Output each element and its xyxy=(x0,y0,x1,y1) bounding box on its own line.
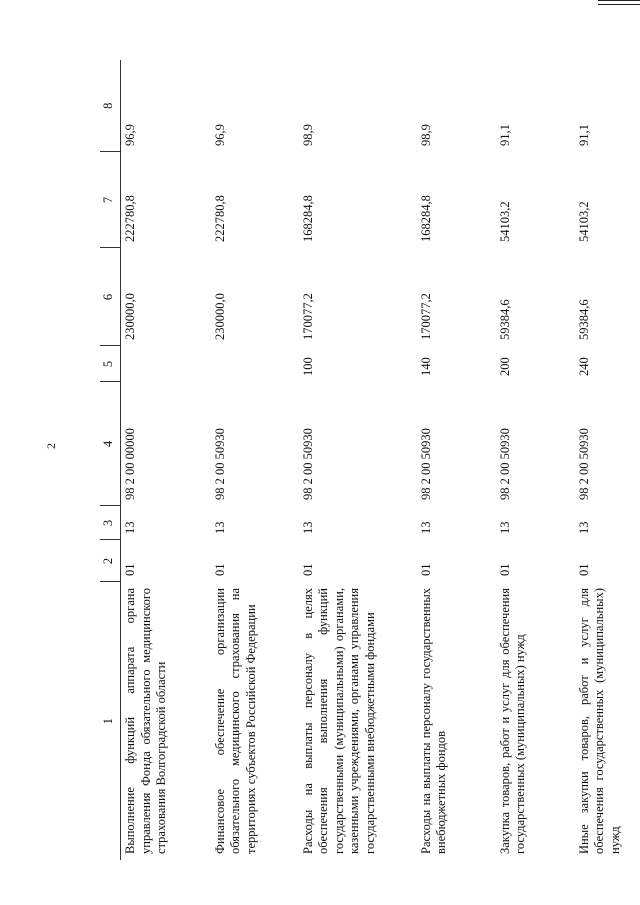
row-percent: 98,9 xyxy=(418,124,433,146)
table-row xyxy=(211,60,299,860)
row-executed: 222780,8 xyxy=(212,195,227,242)
budget-table xyxy=(100,60,640,860)
row-executed: 54103,2 xyxy=(497,201,512,242)
table-header-row xyxy=(100,60,121,860)
row-executed: 54103,2 xyxy=(576,201,591,242)
row-description: Финансовое обеспечение организации обязательного медицинского страхования на территориях субъектов Российской Федерации xyxy=(212,588,258,854)
row-section: 01 xyxy=(212,563,227,576)
row-target-code: 98 2 00 50930 xyxy=(576,428,591,500)
row-executed: 168284,8 xyxy=(418,195,433,242)
row-subsection: 13 xyxy=(497,521,512,534)
row-section: 01 xyxy=(123,563,137,576)
row-section: 01 xyxy=(497,563,512,576)
col-header-8: 8 xyxy=(100,60,121,152)
table-row xyxy=(496,60,575,860)
row-target-code: 98 2 00 50930 xyxy=(212,428,227,500)
col-header-1: 1 xyxy=(100,582,121,860)
row-description: Расходы на выплаты персоналу в целях обеспечения выполнения функций государственными (муниципальными) органами, казенными учреждениями, органами управления государственными внебюджетными фондами xyxy=(300,588,377,854)
row-planned: 59384,6 xyxy=(576,299,591,340)
row-executed: 222780,8 xyxy=(123,195,137,242)
row-planned: 170077,2 xyxy=(418,293,433,340)
row-percent: 91,1 xyxy=(576,124,591,146)
row-percent: 96,9 xyxy=(212,124,227,146)
row-expense-type: 200 xyxy=(497,357,512,376)
row-description: Расходы на выплаты персоналу государственных внебюджетных фондов xyxy=(418,588,449,854)
row-subsection: 13 xyxy=(212,521,227,534)
row-subsection: 13 xyxy=(418,521,433,534)
row-percent: 96,9 xyxy=(123,124,137,146)
col-header-7: 7 xyxy=(100,152,121,248)
row-description: Выполнение функций аппарата органа управления Фонда обязательного медицинского страхования Волгоградской области xyxy=(123,588,169,854)
row-target-code: 98 2 00 00000 xyxy=(123,428,137,500)
row-expense-type: 100 xyxy=(300,357,315,376)
row-executed: 168284,8 xyxy=(300,195,315,242)
row-description: Иные закупки товаров, работ и услуг для обеспечения государственных (муниципальных) нужд xyxy=(576,588,622,854)
row-planned: 230000,0 xyxy=(123,293,137,340)
row-planned: 230000,0 xyxy=(212,293,227,340)
budget-table-rotated xyxy=(100,60,636,860)
page-number: 2 xyxy=(44,443,58,449)
col-header-6: 6 xyxy=(100,248,121,346)
corner-mark xyxy=(598,0,640,5)
table-row xyxy=(575,60,640,860)
row-percent: 98,9 xyxy=(300,124,315,146)
col-header-2: 2 xyxy=(100,540,121,582)
row-subsection: 13 xyxy=(576,521,591,534)
row-description: Закупка товаров, работ и услуг для обеспечения государственных (муниципальных) нужд xyxy=(497,588,528,854)
row-subsection: 13 xyxy=(123,521,137,534)
col-header-4: 4 xyxy=(100,382,121,506)
row-planned: 170077,2 xyxy=(300,293,315,340)
row-section: 01 xyxy=(576,563,591,576)
row-planned: 59384,6 xyxy=(497,299,512,340)
col-header-3: 3 xyxy=(100,506,121,540)
table-row xyxy=(121,60,211,860)
row-target-code: 98 2 00 50930 xyxy=(497,428,512,500)
row-expense-type xyxy=(211,346,299,382)
row-subsection: 13 xyxy=(300,521,315,534)
row-target-code: 98 2 00 50930 xyxy=(300,428,315,500)
col-header-5: 5 xyxy=(100,346,121,382)
row-percent: 91,1 xyxy=(497,124,512,146)
row-target-code: 98 2 00 50930 xyxy=(418,428,433,500)
row-expense-type xyxy=(121,346,211,382)
row-section: 01 xyxy=(300,563,315,576)
row-expense-type: 240 xyxy=(576,357,591,376)
table-row xyxy=(417,60,496,860)
row-expense-type: 140 xyxy=(418,357,433,376)
row-section: 01 xyxy=(418,563,433,576)
table-row xyxy=(299,60,417,860)
